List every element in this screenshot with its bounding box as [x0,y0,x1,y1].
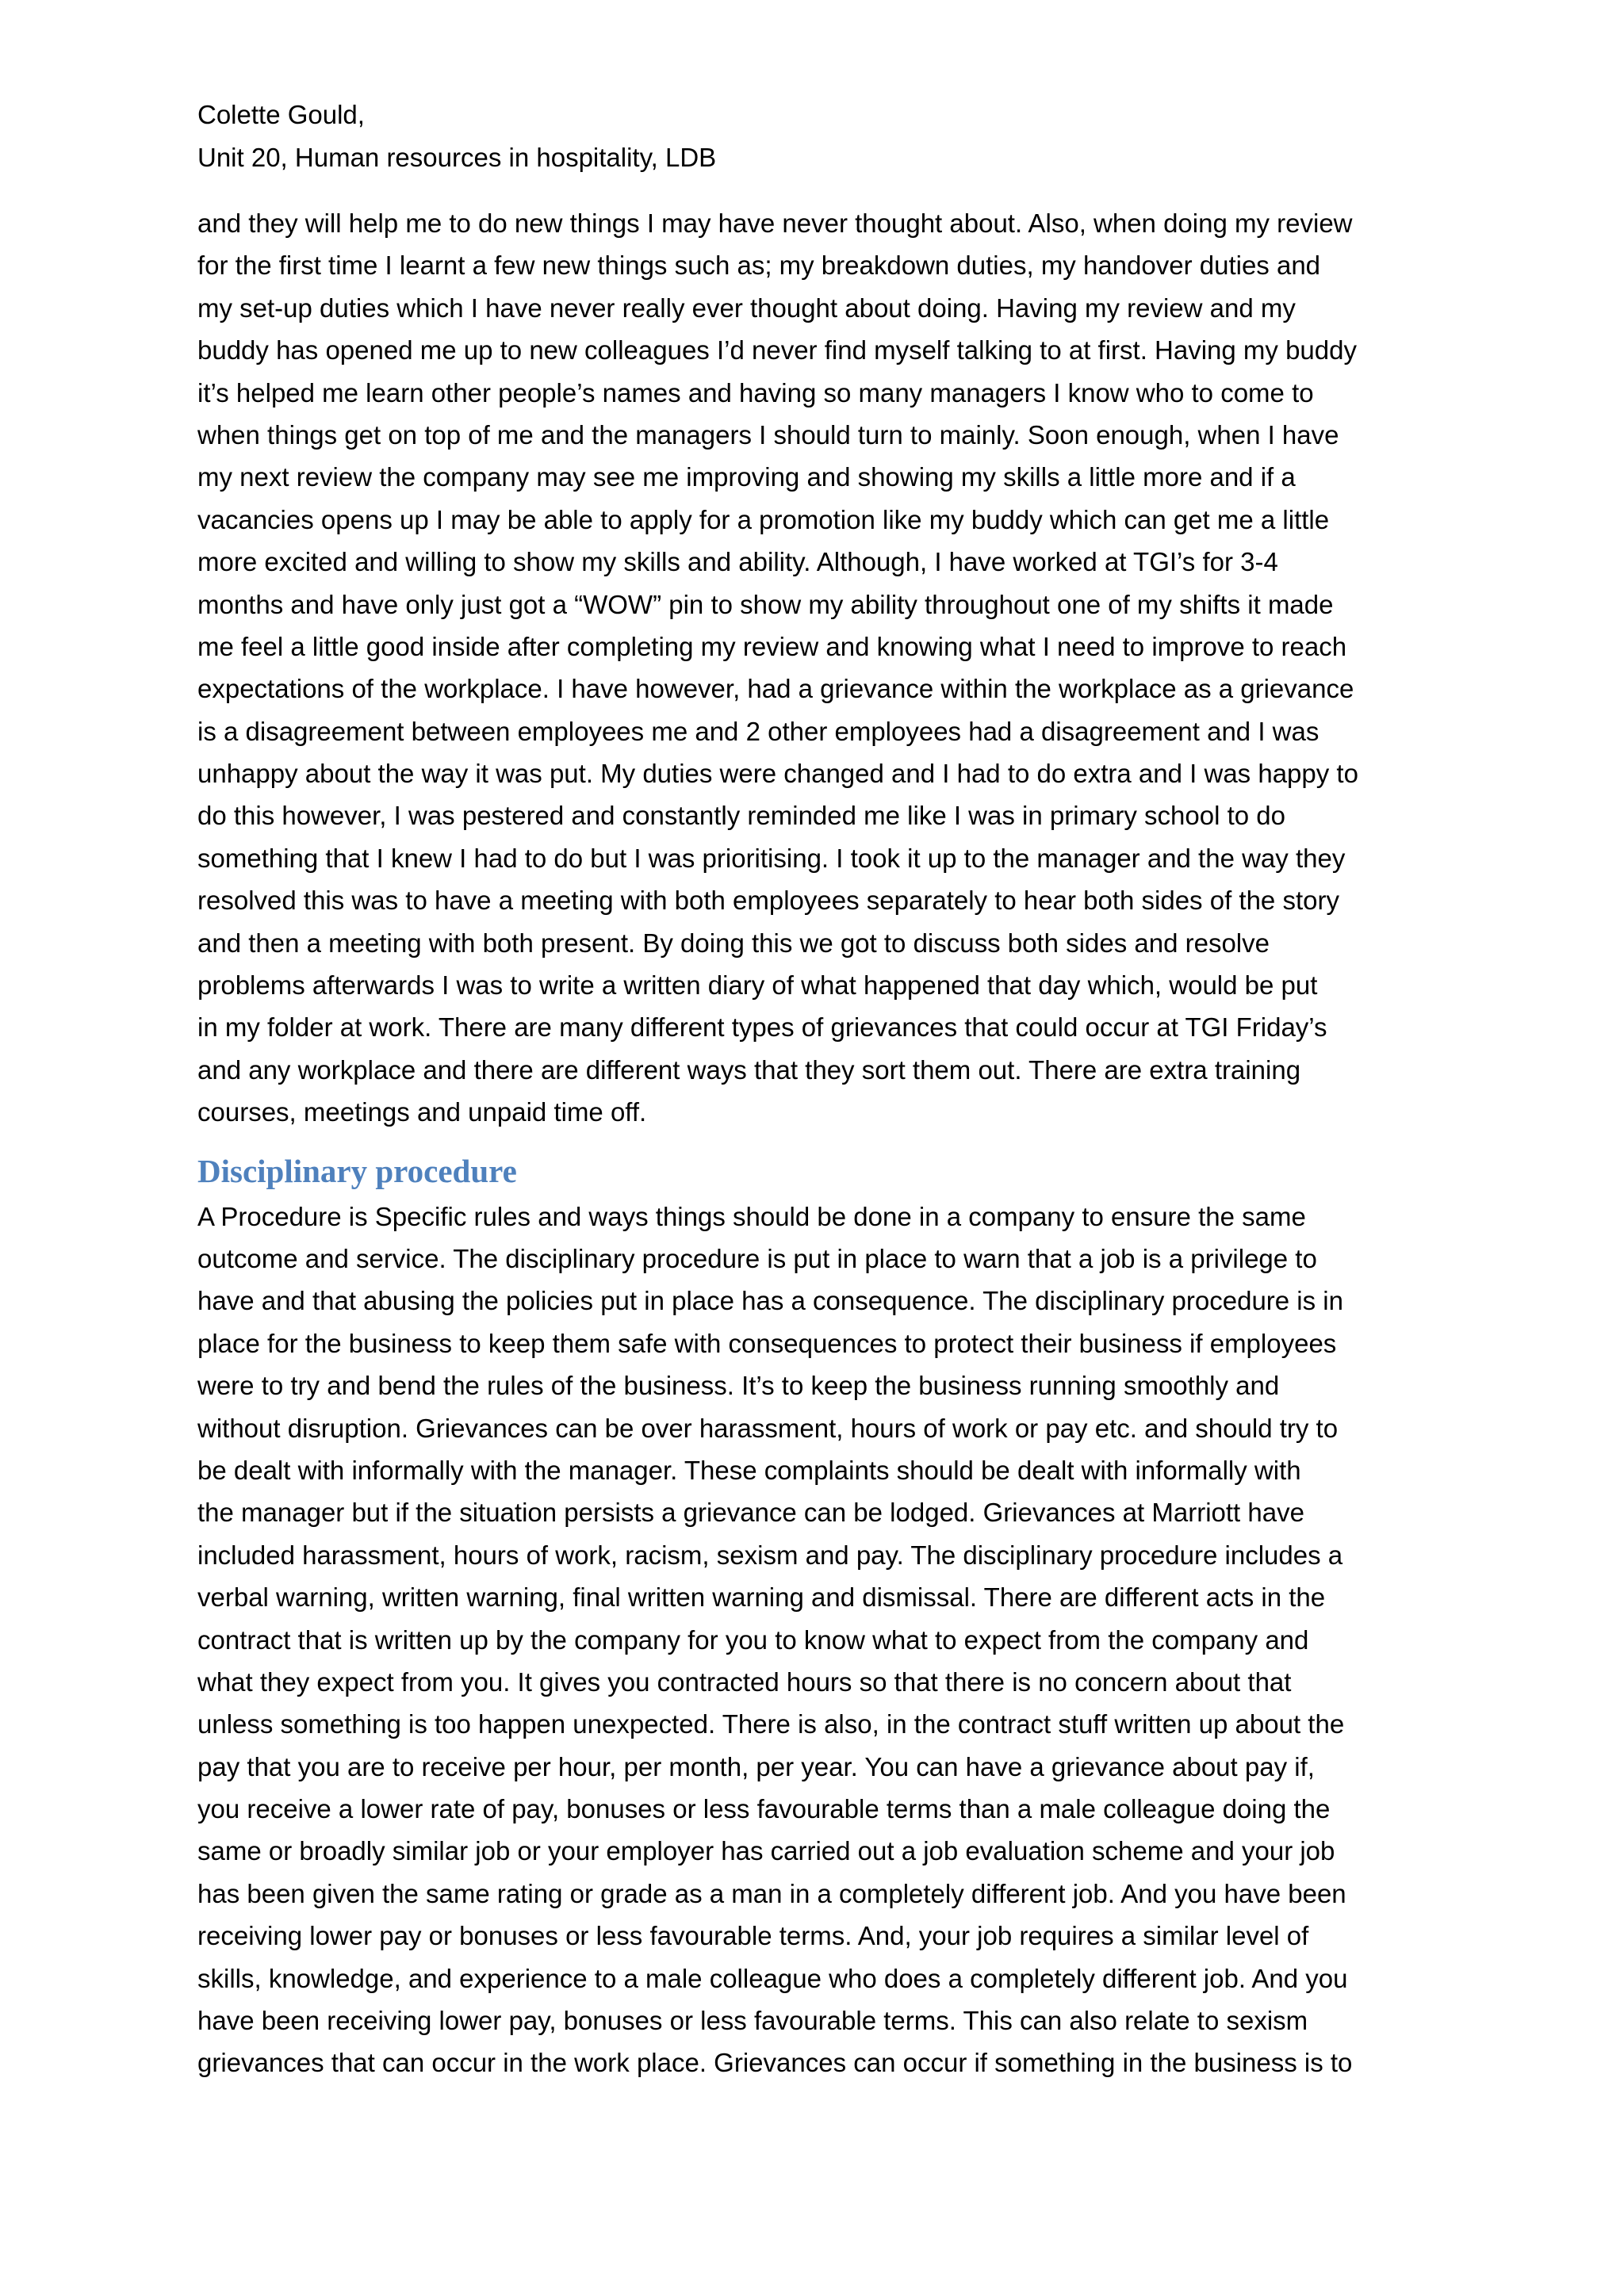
text-line: courses, meetings and unpaid time off. [197,1097,647,1127]
text-line: problems afterwards I was to write a written diary of what happened that day which, would be put [197,970,1318,1001]
text-line: expectations of the workplace. I have however, had a grievance within the workplace as a grievance [197,674,1354,704]
course-info: Unit 20, Human resources in hospitality, LDB [197,143,717,172]
text-line: have been receiving lower pay, bonuses or less favourable terms. This can also relate to sexism [197,2006,1308,2036]
text-line: has been given the same rating or grade as a man in a completely different job. And you have been [197,1878,1346,1908]
text-line: same or broadly similar job or your employer has carried out a job evaluation scheme and your job [197,1836,1335,1866]
section-heading-disciplinary-procedure: Disciplinary procedure [197,1152,517,1189]
text-line: my set-up duties which I have never really ever thought about doing. Having my review and my [197,293,1296,323]
text-line: my next review the company may see me improving and showing my skills a little more and if a [197,462,1296,492]
text-line: you receive a lower rate of pay, bonuses or less favourable terms than a male colleague doing the [197,1794,1331,1824]
text-line: what they expect from you. It gives you contracted hours so that there is no concern about that [197,1667,1292,1697]
text-line: in my folder at work. There are many different types of grievances that could occur at TGI Friday’s [197,1012,1327,1043]
text-line: more excited and willing to show my skills and ability. Although, I have worked at TGI’s for 3-4 [197,547,1278,577]
text-line: unhappy about the way it was put. My duties were changed and I had to do extra and I was happy to [197,759,1358,789]
text-line: months and have only just got a “WOW” pin to show my ability throughout one of my shifts it made [197,589,1334,619]
text-line: and they will help me to do new things I may have never thought about. Also, when doing my review [197,209,1353,238]
text-line: when things get on top of me and the managers I should turn to mainly. Soon enough, when I have [197,419,1339,450]
text-line: contract that is written up by the company for you to know what to expect from the company and [197,1624,1309,1655]
text-line: do this however, I was pestered and constantly reminded me like I was in primary school to do [197,801,1286,831]
document-body [197,202,1434,2084]
text-line: buddy has opened me up to new colleagues I’d never find myself talking to at first. Having my buddy [197,335,1357,365]
text-line: verbal warning, written warning, final written warning and dismissal. There are different acts in the [197,1582,1326,1613]
paragraph-disciplinary-procedure [197,1196,1434,2084]
text-line: be dealt with informally with the manager. These complaints should be dealt with informally with [197,1455,1301,1485]
text-line: it’s helped me learn other people’s names and having so many managers I know who to come to [197,377,1314,408]
author-name: Colette Gould, [197,100,365,129]
text-line: receiving lower pay or bonuses or less favourable terms. And, your job requires a similar level of [197,1921,1309,1951]
text-line: without disruption. Grievances can be over harassment, hours of work or pay etc. and should try to [197,1413,1339,1443]
text-line: were to try and bend the rules of the business. It’s to keep the business running smoothly and [197,1371,1280,1401]
text-line: me feel a little good inside after completing my review and knowing what I need to improve to reach [197,631,1347,661]
text-line: skills, knowledge, and experience to a male colleague who does a completely different job. And you [197,1963,1348,1993]
text-line: A Procedure is Specific rules and ways things should be done in a company to ensure the same [197,1201,1306,1231]
page-header [197,94,1434,179]
text-line: place for the business to keep them safe with consequences to protect their business if employees [197,1328,1337,1358]
text-line: pay that you are to receive per hour, per month, per year. You can have a grievance about pay if, [197,1751,1315,1781]
text-line: resolved this was to have a meeting with both employees separately to hear both sides of the story [197,886,1339,916]
text-line: and then a meeting with both present. By doing this we got to discuss both sides and resolve [197,928,1270,958]
text-line: unless something is too happen unexpected. There is also, in the contract stuff written up about the [197,1709,1345,1739]
text-line: vacancies opens up I may be able to apply for a promotion like my buddy which can get me a little [197,504,1330,534]
text-line: included harassment, hours of work, racism, sexism and pay. The disciplinary procedure includes a [197,1540,1343,1570]
text-line: grievances that can occur in the work place. Grievances can occur if something in the business is to [197,2048,1353,2078]
text-line: the manager but if the situation persists a grievance can be lodged. Grievances at Marriott have [197,1498,1304,1528]
paragraph-grievance-experience [197,202,1434,1134]
text-line: and any workplace and there are different ways that they sort them out. There are extra training [197,1054,1301,1085]
text-line: for the first time I learnt a few new things such as; my breakdown duties, my handover duties and [197,251,1321,281]
text-line: something that I knew I had to do but I was prioritising. I took it up to the manager and the way they [197,843,1346,873]
text-line: outcome and service. The disciplinary procedure is put in place to warn that a job is a privilege to [197,1243,1317,1273]
text-line: is a disagreement between employees me and 2 other employees had a disagreement and I was [197,716,1320,746]
text-line: have and that abusing the policies put in place has a consequence. The disciplinary procedure is in [197,1286,1343,1316]
